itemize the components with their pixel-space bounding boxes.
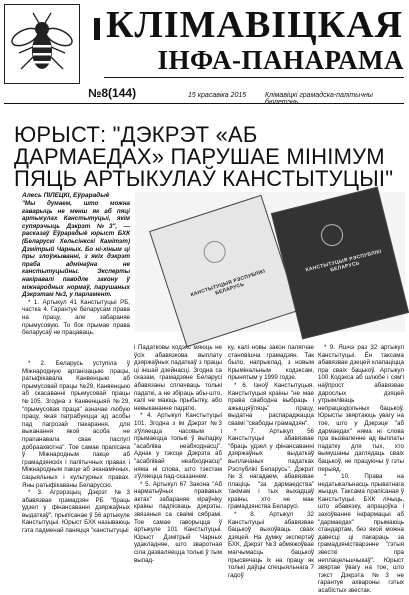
emblem-icon (201, 238, 229, 266)
issue-date: 15 красавіка 2015 (188, 92, 247, 99)
paragraph: * 4. Артыкул Канстытуцыі 101. Згодна з ім Дэкрэт №3 з'ўляецца часовым і прымаецца толькі ў выпадку "асабліва неабходнасці". Аднак у тэксце Дэкрэта аб "асаблівай неабходнасці" няма ні слова, што тэкстам з'ўляецца пад-сказаннем. (134, 412, 222, 481)
masthead-subtitle-text: ІНФА-ПАНАРАМА (157, 45, 404, 75)
constitution-photo (135, 192, 405, 332)
paragraph: * 1. Артыкул 41 Канстытуцыі РБ, частка 4. Гарантуе беларусам права на працу, але забараняе прымусовую. То бок прымае права беларусаў не працаваць. (22, 298, 130, 337)
masthead-bar (94, 18, 100, 40)
book-title: КАНСТЫТУЦЫЯ РЭСПУБЛІКІ БЕЛАРУСЬ (189, 268, 267, 299)
paragraph: * 2. Беларусь уступіла ў Міжнародную арганізацыю працы, ратыфікавала Канвенцыю аб прымусовай працы №29, Канвенцыю аб скасаванні прымусовай працы №105. Згодна з Канвенцыяй №29, "прымусовая праца" азначае любую працу, якая патрабуецца ад асобы пад пагрозай пакарання, для выканання якой асоба не прапанавала свае паслугі добраахвотна". Тое самае прапісана ў Міжнародным пакце аб грамадзянскіх і палітычных правах і Міжнародным пакце аб эканамічных, сацыяльных і культурных правах. Яны ратыфікаваны Беларуссю. (22, 360, 130, 489)
tagline: Клімавіцкі грамадска-палітычны (265, 92, 373, 99)
book-title: КАНСТЫТУЦЫЯ РЭСПУБЛІКІ БЕЛАРУСЬ (305, 248, 383, 274)
article-column-4 (318, 344, 404, 595)
masthead-subtitle (104, 44, 404, 78)
masthead-title (88, 6, 404, 44)
paragraph: * 10. Права на недатыкальнасць прыватнага жыцця. Таксама прапісаная ў Канстытуцыі. БХК лічыць, што абавязку, апрацоўка і захоўванне інфармацыі аб "дармаедах" прымаюць стандартам, без якой можна давесці ці пакараць за грамадзяністварэнне "гэтыя звесткі пра неплацельшчыкаў". Юрыст звяртае ўвагу на тое, што тэкст Дэкрэта №3 не гарантуе ахвароны гэтых асабістых звестак. (318, 473, 404, 594)
article-column-2 (134, 344, 222, 564)
paragraph: * 9. Яшчэ раз 32 артыкул Канстытуцыі. Ён таксама абавязвае дзецей клапаціцца пра сваіх бацькоў. Артыкул 100 Кодэкса аб шлюбе і сям'і наўпрост абавязвае дарослых дзяцей утрымліваць непрацаздольных бацькоў. Юрысты звяртаюць увагу на тое, што у Дэкрэце "аб дармаедах" няма ні слова пра вызваленне ад выплаты падатку для тых, хто вымушаны даглядаць сваіх бацькоў, не працуючы ў гэты перыяд. (318, 344, 404, 473)
paragraph: * 6. Ізноў Канстытуцыя. Канстытуцыя краіны "не мае права свабодна выбраць і ажыццяўляць" працу, выдатна распараджацца сваімі "свабоды грамадзян". (228, 381, 314, 427)
paragraph: ку, калі новы закон палягчае становішча грамадзян. Так было, напрыклад, з новым Крымінальным кодэксам, прынятым у 1999 годзе. (228, 344, 314, 382)
article-column-3 (228, 344, 314, 579)
issue-number: №8(144) (88, 86, 137, 100)
article-column-1 (22, 360, 130, 535)
bee-icon (7, 7, 77, 81)
paragraph: і Падатковы кодэкс мяюць не ўсіх абавязкова выплату дзяржаўных падаткаў з працы ці іншай дзейнасці. Згодна са сказам, грамадзяне Беларусі абавязаны сплачваць толькі падаткі, а не збіраць абы-што, калі не маюць прыбытку, або невыкананне падаткі. (134, 344, 222, 412)
constitution-book-dark (271, 187, 409, 340)
article-lead (22, 200, 130, 337)
emblem-icon (319, 222, 346, 249)
paragraph: * 5. Артыкул 67 Закона "Аб нарматыўных прававых актах" забараняе кіраўніку краіны падпісваць дэкрэты, звязаныя са сваімі сябрамі. Тое самае гаворыцца ў артыкуле 101 Канстытуцыі. Юрыст Дзмітрый Чарных удакладняе, што зваротная сіла дазваляецца толькі ў тым выпад- (134, 480, 222, 564)
paragraph: * 3. Агрэрэцыц Дэкрэт №3 абавязвае грамадзян РБ "браць удзел у фінансаванні дзяржаўных выдаткаў", прыпісанае ў 56 артыкуле Канстытуцыі. Юрыст БХК называюць гэта падменай паняцця "канстытуцыі (22, 489, 130, 535)
masthead-title-text: КЛІМАВІЦКАЯ (106, 4, 404, 46)
article-headline: ЮРЫСТ: "ДЭКРЭТ «АБ ДАРМАЕДАХ» ПАРУШАЕ МІНІМУМ ПЯЦЬ АРТЫКУЛАЎ КАНСТЫТУЦЫІ" (14, 122, 394, 191)
masthead-logo (4, 4, 80, 84)
masthead-divider (4, 103, 404, 104)
paragraph: * 8. Артыкул 32 Канстытуцыі абавязвае бацькоў выхоўваць сваіх дзяцей. На думку экспертаў БХК, Дэкрэт №3 абмяжоўвае магчымасць бацькоў прысвячаць іх на працу як толькі даўцы спецыяльнага 7 гадоў (228, 511, 314, 579)
article-author: Алесь ПІЛЕЦКІ, Еўрарадыё (22, 192, 110, 199)
paragraph: * 7. Артыкул 56 Канстытуцыі абавязвае "браць удзел у фінансаванні дзяржаўных выдаткаў выплачаных падатках Рэспублікі Беларусь". Дэкрэт №3, нагадаем, абавязвае плаціць "за дармаедства" такімам і тых выхадцаў краіны, хто не мае грамадзянства Беларусі. (228, 427, 314, 511)
lead-paragraph: "Мы думаем, што можна гаварыць не менш як аб пяці артыкулах Канстытуцыі, якім супярэчыць Дэкрэт №3", — расказаў Еўрарадыё юрыст БХК (Беларускі Хельсінкскі Камітэт) Дзмітрый Чарных. Бо ні-хіным ці пры злоўжыванні, з якіх дэкрэт праба адмінаўна не канстытуцыйны. Эксперты накіравалі паводле закону ў міжнародных нормаў, парушаных Дэкрэтам №3, у парламент. (22, 200, 130, 299)
